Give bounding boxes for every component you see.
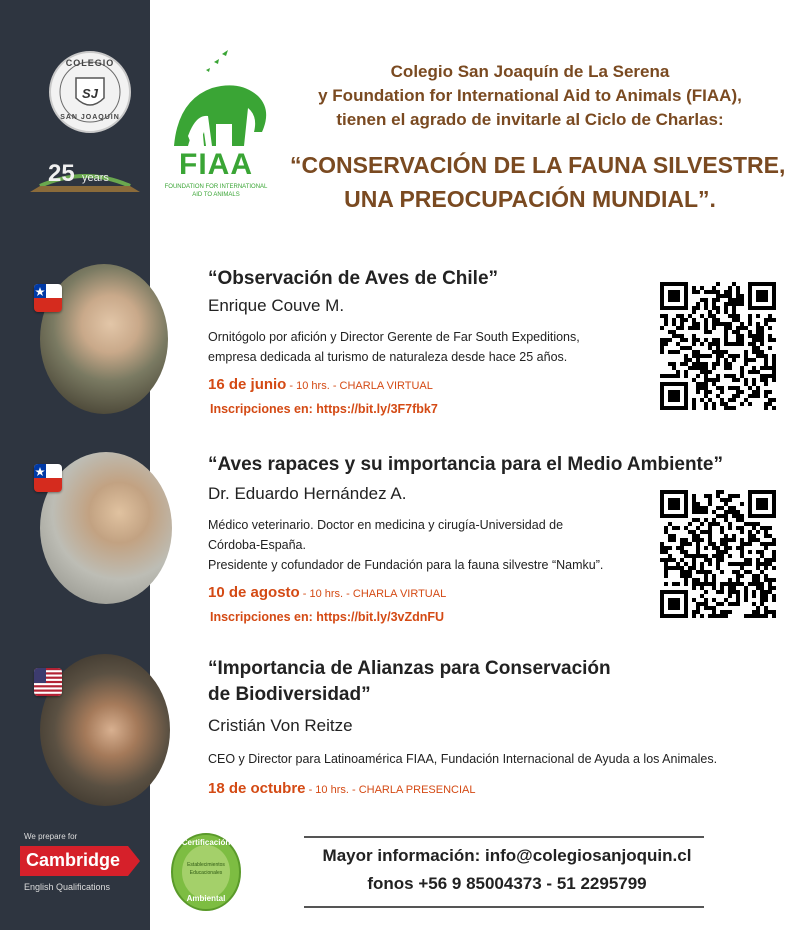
talk-2-bio-3: Presidente y cofundador de Fundación para la fauna silvestre “Namku”. [208,558,604,572]
talk-3-bio-1: CEO y Director para Latinoamérica FIAA, Fundación Internacional de Ayuda a los Animales. [208,752,718,766]
talk-3-date-line [208,780,475,798]
cambridge-sub: English Qualifications [24,882,111,892]
talk-2-date-line [208,584,446,602]
cambridge-prefix: We prepare for [24,832,78,841]
talk-3-title-2: de Biodiversidad” [208,684,371,705]
cert-badge-top: Certificación [181,838,231,847]
talk-1-speaker: Enrique Couve M. [208,296,345,315]
header-line-2: y Foundation for International Aid to Animals (FIAA), [318,86,742,105]
cert-badge-middle-1: Establecimientos [187,862,225,868]
talk-2-bio-2: Córdoba-España. [208,538,306,552]
header-title-1: “CONSERVACIÓN DE LA FAUNA SILVESTRE, [290,152,786,178]
footer-divider-bottom [304,906,704,908]
talk-3-speaker: Cristián Von Reitze [208,716,353,735]
talk-2-title: “Aves rapaces y su importancia para el Medio Ambiente” [208,454,723,475]
fiaa-full-name-2: AID TO ANIMALS [192,192,240,198]
talk-1-date-line [208,376,433,394]
usa-flag [34,668,62,696]
fiaa-full-name-1: FOUNDATION FOR INTERNATIONAL [164,184,268,190]
talk-2-bio-1: Médico veterinario. Doctor en medicina y cirugía-Universidad de [208,518,564,532]
cambridge-brand: Cambridge [26,850,121,870]
fiaa-acronym: FIAA [179,148,253,181]
header-title-2: UNA PREOCUPACIÓN MUNDIAL”. [344,186,716,212]
talk-3-details: - 10 hrs. - CHARLA PRESENCIAL [305,784,476,796]
talk-1-details: - 10 hrs. - CHARLA VIRTUAL [286,380,433,392]
chile-flag-2 [34,464,62,492]
footer-divider-top [304,836,704,838]
talk-3-date: 18 de octubre [208,780,306,797]
talk-1-bio-2: empresa dedicada al turismo de naturaleza desde hace 25 años. [208,350,568,364]
cert-badge-bottom: Ambiental [186,894,226,903]
talk-1-title: “Observación de Aves de Chile” [208,268,499,289]
school-name-bottom: SAN JOAQUIN [60,114,120,121]
school-name-top: COLEGIO [65,58,115,68]
talk-1-bio-1: Ornitógolo por afición y Director Gerente de Far South Expeditions, [208,330,580,344]
qr-code-1[interactable] [660,282,776,410]
talk-2-speaker: Dr. Eduardo Hernández A. [208,484,407,503]
qr-code-2[interactable] [660,490,776,618]
talk-2-date: 10 de agosto [208,584,300,601]
chile-flag [34,284,62,312]
header-line-1: Colegio San Joaquín de La Serena [390,62,670,81]
footer-phones: fonos +56 9 85004373 - 51 2295799 [367,874,647,893]
anniversary-number: 25 [48,160,75,187]
school-monogram: SJ [82,86,98,101]
anniversary-word: years [82,172,109,184]
cert-badge-middle-2: Educacionales [189,870,223,876]
talk-1-date: 16 de junio [208,376,287,393]
talk-2-signup-link[interactable]: Inscripciones en: https://bit.ly/3vZdnFU [210,610,445,624]
header-line-3: tienen el agrado de invitarle al Ciclo de Charlas: [336,110,724,129]
talk-3-title-1: “Importancia de Alianzas para Conservación [208,658,611,679]
fiaa-logo [162,40,282,160]
talk-1-signup-link[interactable]: Inscripciones en: https://bit.ly/3F7fbk7 [210,402,438,416]
talk-2-details: - 10 hrs. - CHARLA VIRTUAL [299,588,447,600]
footer-info[interactable]: Mayor información: info@colegiosanjoquin.cl [322,846,692,865]
